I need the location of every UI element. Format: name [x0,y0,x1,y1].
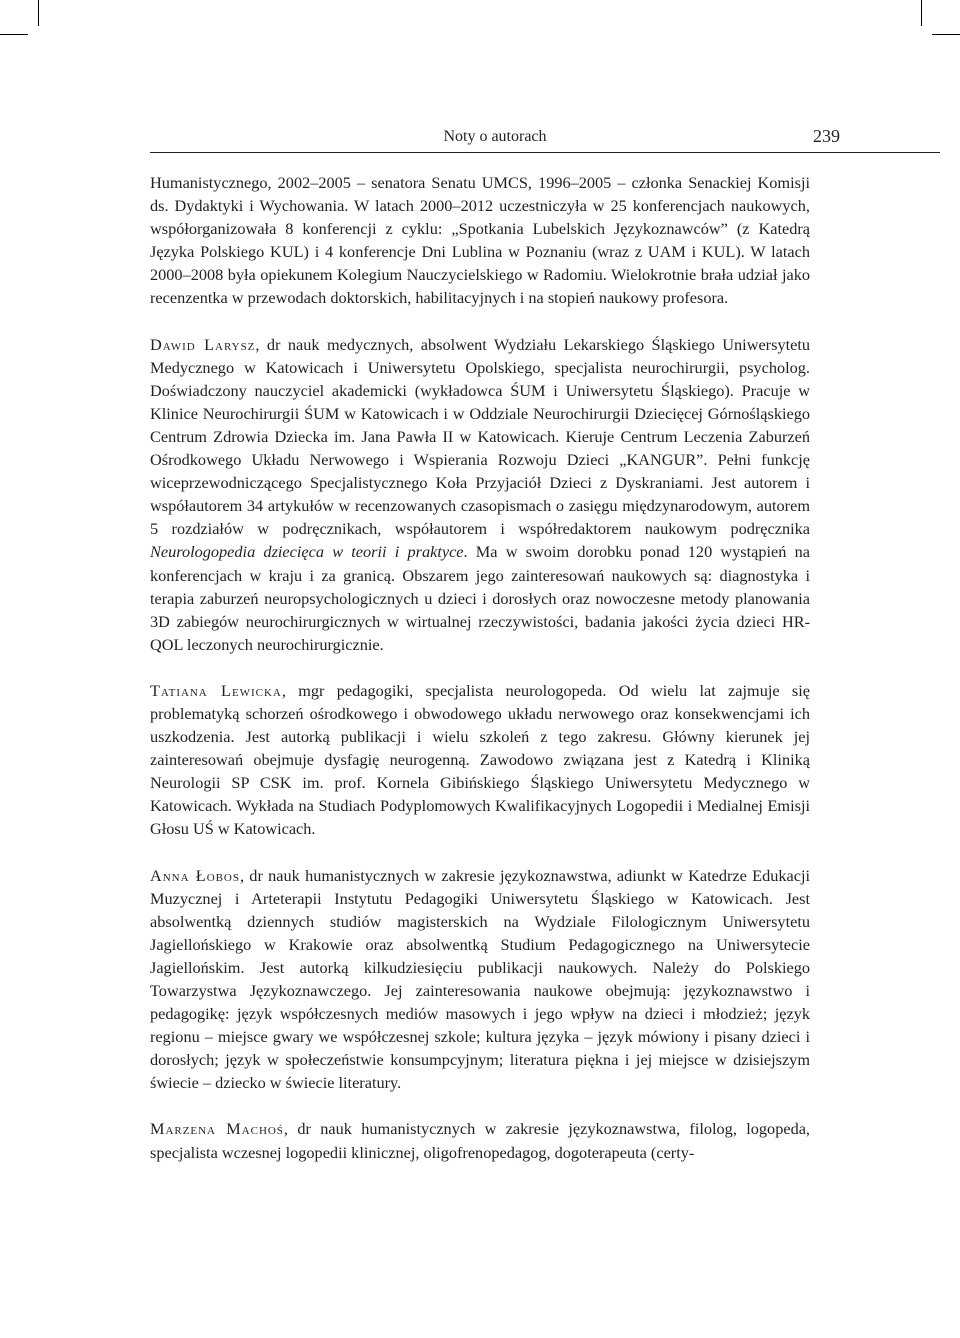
crop-mark-top-right-vertical [921,0,922,26]
entry-text: Humanistycznego, 2002–2005 – senatora Senatu UMCS, 1996–2005 – członka Senackiej Komisji ds. Dydaktyki i Wychowania. W latach 2000–2012 uczestniczyła w 25 konferencjach naukowych, współorganizowała 8 konferencji z cyklu: „Spotkania Lubelskich Językoznawców” (z Katedrą Języka Polskiego KUL) i 4 konferencje Dni Lublina w Poznaniu (wraz z UAM i KUL). W latach 2000–2008 była opiekunem Kolegium Nauczycielskiego w Radomiu. Wielokrotnie brała udział jako recenzentka w przewodach doktorskich, habilitacyjnych i na stopień naukowy profesora. [150,173,810,308]
entry-marzena-machos [150,1117,810,1163]
entry-text: , dr nauk humanistycznych w zakresie językoznawstwa, adiunkt w Katedrze Edukacji Muzycznej i Arteterapii Instytutu Pedagogiki Uniwersytetu Śląskiego w Katowicach. Jest absolwentką dziennych studiów magisterskich na Wydziale Filologicznym Uniwersytetu Jagiellońskiego w Krakowie oraz absolwentką Studium Pedagogicznego na Uniwersytecie Jagiellońskim. Jest autorką kilkudziesięciu publikacji naukowych. Należy do Polskiego Towarzystwa Językoznawczego. Jej zainteresowania naukowe obejmują: językoznawstwo i pedagogikę: język współczesnych mediów masowych i jego wpływ na dzieci i młodzież; język regionu – miejsce gwary we współczesnej szkole; kultura języka – język mówiony i pisany dzieci i dorosłych; język w społeczeństwie konsumpcyjnym; literatura piękna i jej miejsce w dzisiejszym świecie – dziecko w świecie literatury. [150,865,810,1093]
book-title: Neurologopedia dziecięca w teorii i praktyce [150,542,464,562]
entry-text: , dr nauk medycznych, absolwent Wydziału Lekarskiego Śląskiego Uniwersytetu Medycznego w Katowicach i Uniwersytetu Opolskiego, specjalista neurochirurgii, psycholog. Doświadczony nauczyciel akademicki (wykładowca ŚUM i Uniwersytetu Śląskiego). Pracuje w Klinice Neurochirurgii ŚUM w Katowicach i w Oddziale Neurochirurgii Dziecięcej Górnośląskiego Centrum Zdrowia Dziecka im. Jana Pawła II w Katowicach. Kieruje Centrum Leczenia Zaburzeń Ośrodkowego Układu Nerwowego i Wspierania Rozwoju Dzieci „KANGUR”. Pełni funkcję wiceprzewodniczącego Specjalistycznego Koła Przyjaciół Dzieci z Dyskraniami. Jest autorem i współautorem 34 artykułów w recenzowanych czasopismach o zasięgu międzynarodowym, autorem 5 rozdziałów w podręcznikach, współautorem i współredaktorem naukowym podręcznika [150,334,810,539]
entry-text: , mgr pedagogiki, specjalista neurologopeda. Od wielu lat zajmuje się problematyką schorzeń ośrodkowego i obwodowego układu nerwowego oraz konsekwencjami ich uszkodzenia. Jest autorką publikacji i wielu szkoleń z tego zakresu. Główny kierunek jej zainteresowań obejmuje dysfagię neurogenną. Zawodowo związana jest z Katedrą i Kliniką Neurologii SP CSK im. prof. Kornela Gibińskiego Śląskiego Uniwersytetu Medycznego w Katowicach. Wykłada na Studiach Podyplomowych Kwalifikacyjnych Logopedii i Medialnej Emisji Głosu UŚ w Katowicach. [150,680,810,839]
page-header [150,126,840,152]
main-text [150,171,810,1164]
author-name: Anna Łobos [150,865,240,885]
entry-text: , dr nauk humanistycznych w zakresie językoznawstwa, filolog, logopeda, specjalista wczesnej logopedii klinicznej, oligofrenopedagog, dogoterapeuta (certy- [150,1119,811,1162]
header-rule [150,152,940,153]
page-number: 239 [813,126,840,146]
crop-mark-top-right [932,34,960,35]
entry-continuation [150,171,810,310]
entry-text-cont: . Ma w swoim dorobku ponad 120 wystąpień na konferencjach w kraju i za granicą. Obszarem jego zainteresowań naukowych są: diagnostyka i terapia zaburzeń neuropsychologicznych u dzieci i dorosłych oraz nowoczesne metody planowania 3D zabiegów neurochirurgicznych w wirtualnej rzeczywistości, badania jakości życia dzieci HR-QOL leczonych neurochirurgicznie. [150,542,811,654]
entry-dawid-larysz [150,333,810,656]
entry-tatiana-lewicka [150,679,810,841]
crop-mark-top-left [0,34,28,35]
running-title: Noty o autorach [443,128,547,145]
author-name: Dawid Larysz [150,334,256,354]
entry-anna-lobos [150,864,810,1095]
author-name: Tatiana Lewicka [150,680,282,700]
author-name: Marzena Machoś [150,1119,284,1139]
crop-mark-top-left-vertical [38,0,39,26]
